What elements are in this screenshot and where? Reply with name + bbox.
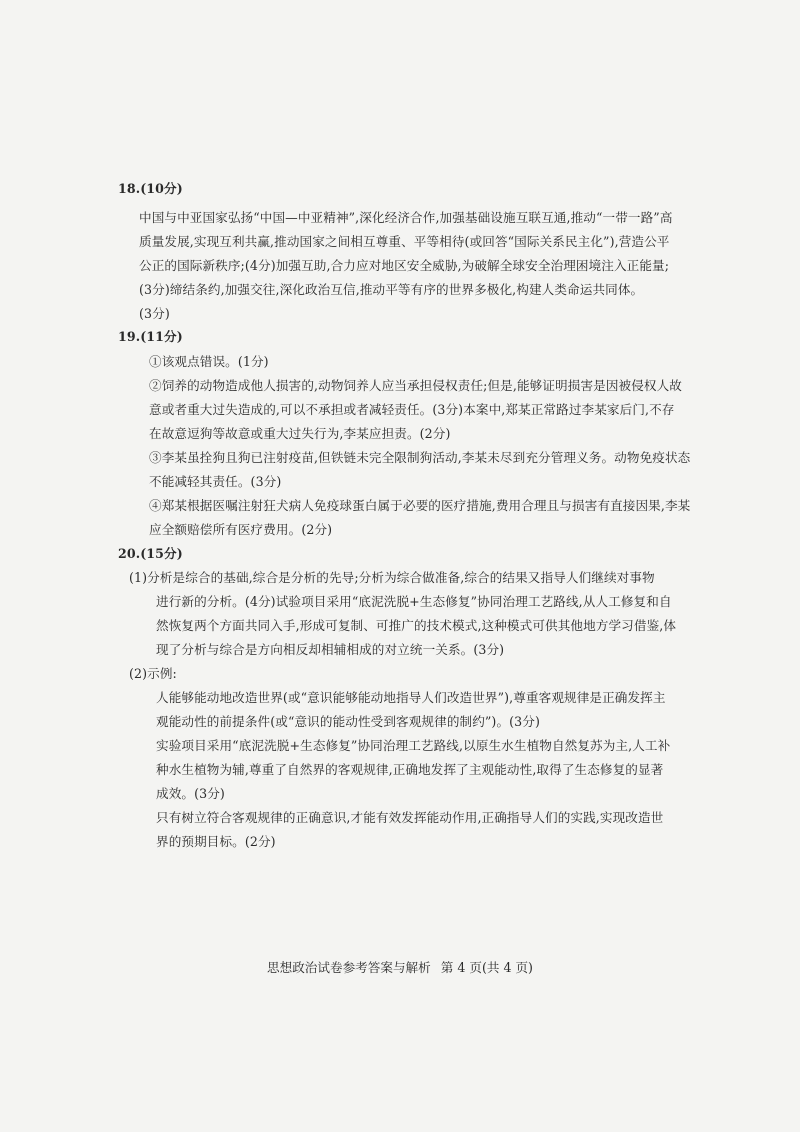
q20-line-4: 现了分析与综合是方向相反却相辅相成的对立统一关系。(3分) [156, 642, 505, 657]
q19-line-2: ②饲养的动物造成他人损害的,动物饲养人应当承担侵权责任;但是,能够证明损害是因被侵权人故 [149, 378, 682, 393]
q19-line-6: 不能减轻其责任。(3分) [149, 474, 282, 489]
q19-line-7: ④郑某根据医嘱注射狂犬病人免疫球蛋白属于必要的医疗措施,费用合理且与损害有直接因果,李某 [149, 498, 691, 513]
q18-line-1: 中国与中亚国家弘扬“中国—中亚精神”,深化经济合作,加强基础设施互联互通,推动“一带一路”高 [139, 210, 673, 225]
q18-line-2: 质量发展,实现互利共赢,推动国家之间相互尊重、平等相待(或回答“国际关系民主化”),营造公平 [139, 234, 670, 249]
q18-line-5: (3分) [139, 306, 170, 321]
q19-line-8: 应全额赔偿所有医疗费用。(2分) [149, 522, 333, 537]
footer-title: 思想政治试卷参考答案与解析 [267, 960, 431, 975]
q20-line-7: 观能动性的前提条件(或“意识的能动性受到客观规律的制约”)。(3分) [156, 714, 540, 729]
q18-line-4: (3分)缔结条约,加强交往,深化政治互信,推动平等有序的世界多极化,构建人类命运共同体。 [139, 282, 644, 297]
q20-line-12: 界的预期目标。(2分) [156, 834, 276, 849]
q20-line-8: 实验项目采用“底泥洗脱+生态修复”协同治理工艺路线,以原生水生植物自然复苏为主,人工补 [156, 738, 671, 753]
q18-line-3: 公正的国际新秩序;(4分)加强互助,合力应对地区安全威胁,为破解全球安全治理困境注入正能量; [139, 258, 670, 273]
q20-line-6: 人能够能动地改造世界(或“意识能够能动地指导人们改造世界”),尊重客观规律是正确发挥主 [156, 690, 666, 705]
q20-line-11: 只有树立符合客观规律的正确意识,才能有效发挥能动作用,正确指导人们的实践,实现改造世 [156, 810, 664, 825]
q19-line-5: ③李某虽拴狗且狗已注射疫苗,但铁链未完全限制狗活动,李某未尽到充分管理义务。动物免疫状态 [149, 450, 691, 465]
q20-line-5: (2)示例: [129, 666, 177, 681]
q20-line-9: 种水生植物为辅,尊重了自然界的客观规律,正确地发挥了主观能动性,取得了生态修复的显著 [156, 762, 664, 777]
q20-line-3: 然恢复两个方面共同入手,形成可复制、可推广的技术模式,这种模式可供其他地方学习借鉴,体 [156, 618, 677, 633]
page-footer [0, 960, 800, 976]
q20-line-10: 成效。(3分) [156, 786, 225, 801]
q19-line-1: ①该观点错误。(1分) [149, 354, 269, 369]
q19-line-4: 在故意逗狗等故意或重大过失行为,李某应担责。(2分) [149, 426, 451, 441]
q20-line-1: (1)分析是综合的基础,综合是分析的先导;分析为综合做准备,综合的结果又指导人们继续对事物 [129, 570, 655, 585]
q19-header: 19.(11分) [118, 329, 183, 344]
q18-header: 18.(10分) [118, 181, 183, 196]
q20-header: 20.(15分) [118, 546, 183, 561]
q19-line-3: 意或者重大过失造成的,可以不承担或者减轻责任。(3分)本案中,郑某正常路过李某家后门,不存 [149, 402, 675, 417]
footer-page-number: 第 4 页(共 4 页) [440, 960, 533, 975]
q20-line-2: 进行新的分析。(4分)试验项目采用“底泥洗脱+生态修复”协同治理工艺路线,从人工修复和自 [156, 594, 672, 609]
